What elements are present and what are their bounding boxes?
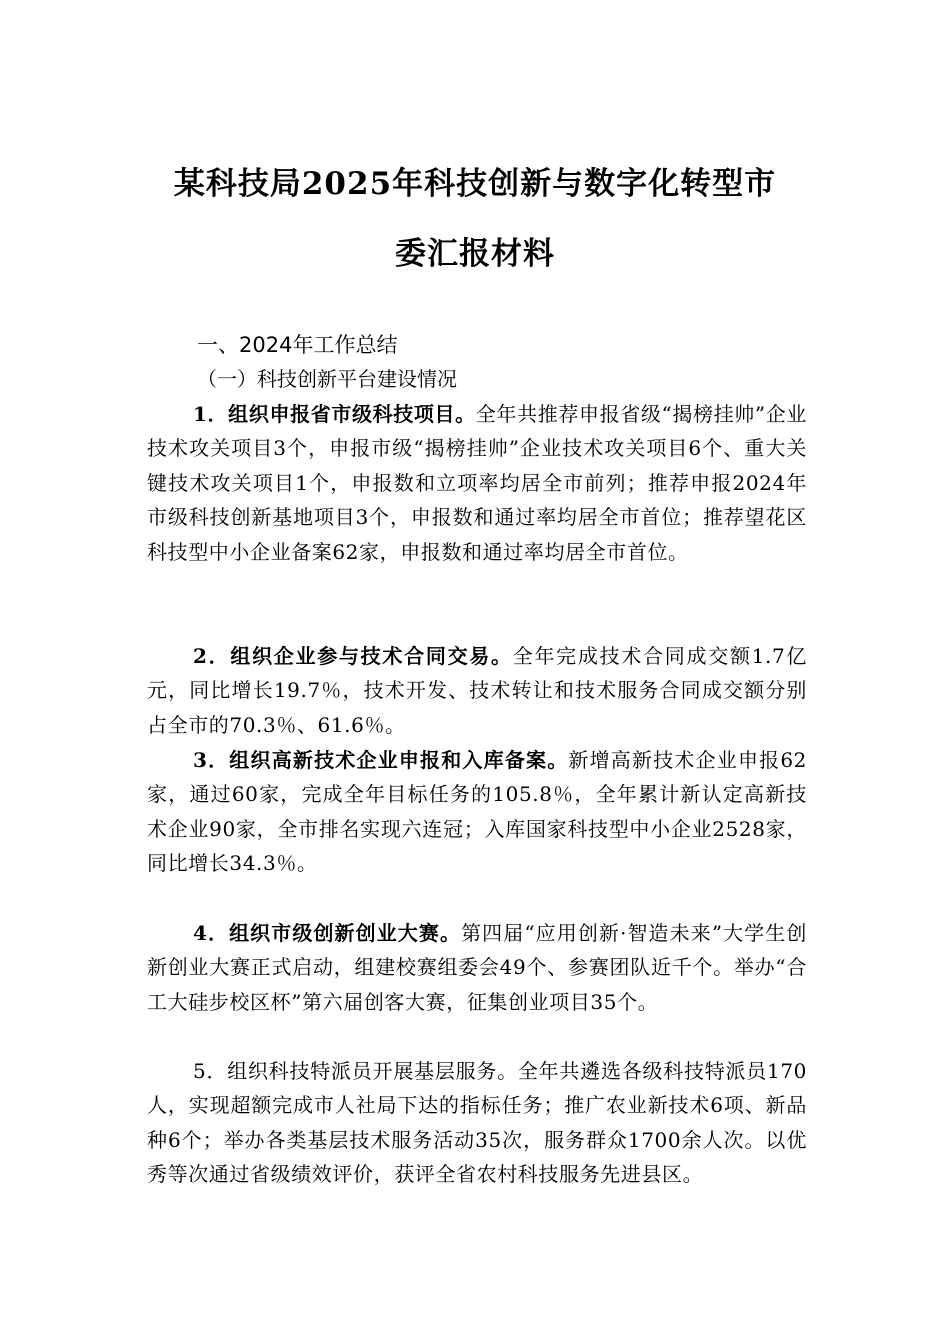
section-heading: 一、2024年工作总结	[197, 333, 398, 357]
document-title-line-2: 委汇报材料	[395, 236, 555, 272]
paragraph-1-text: 全年共推荐申报省级“揭榜挂帅”企业技术攻关项目3个，申报市级“揭榜挂帅”企业技术攻关项目6个、重大关键技术攻关项目1个，申报数和立项率均居全市前列；推荐申报2024年市级科技创新基地项目3个，申报数和通过率均居全市首位；推荐望花区科技型中小企业备案62家，申报数和通过率均居全市首位。	[147, 402, 807, 564]
paragraph-3	[147, 743, 807, 881]
paragraph-4-text: 第四届“应用创新·智造未来”大学生创新创业大赛正式启动，组建校赛组委会49个、参赛团队近千个。举办“合工大硅步校区杯”第六届创客大赛，征集创业项目35个。	[147, 921, 807, 1014]
document-title-line-1: 某科技局2025年科技创新与数字化转型市	[173, 166, 777, 202]
paragraph-5-text: 5．组织科技特派员开展基层服务。全年共遴选各级科技特派员170人，实现超额完成市人社局下达的指标任务；推广农业新技术6项、新品种6个；举办各类基层技术服务活动35次，服务群众1700余人次。以优秀等次通过省级绩效评价，获评全省农村科技服务先进县区。	[147, 1059, 807, 1187]
paragraph-1-lead: 1．组织申报省市级科技项目。	[193, 402, 476, 426]
paragraph-1	[147, 397, 807, 569]
paragraph-2-lead: 2．组织企业参与技术合同交易。	[193, 644, 513, 668]
paragraph-3-text: 新增高新技术企业申报62家，通过60家，完成全年目标任务的105.8％，全年累计新认定高新技术企业90家，全市排名实现六连冠；入库国家科技型中小企业2528家，同比增长34.3％。	[147, 748, 807, 876]
subsection-heading: （一）科技创新平台建设情况	[197, 367, 457, 391]
paragraph-4	[147, 916, 807, 1019]
paragraph-5	[147, 1054, 807, 1192]
paragraph-2-text: 全年完成技术合同成交额1.7亿元，同比增长19.7％，技术开发、技术转让和技术服务合同成交额分别占全市的70.3％、61.6％。	[147, 644, 807, 737]
paragraph-4-lead: 4．组织市级创新创业大赛。	[193, 921, 462, 945]
paragraph-2	[147, 639, 807, 742]
paragraph-3-lead: 3．组织高新技术企业申报和入库备案。	[193, 748, 569, 772]
